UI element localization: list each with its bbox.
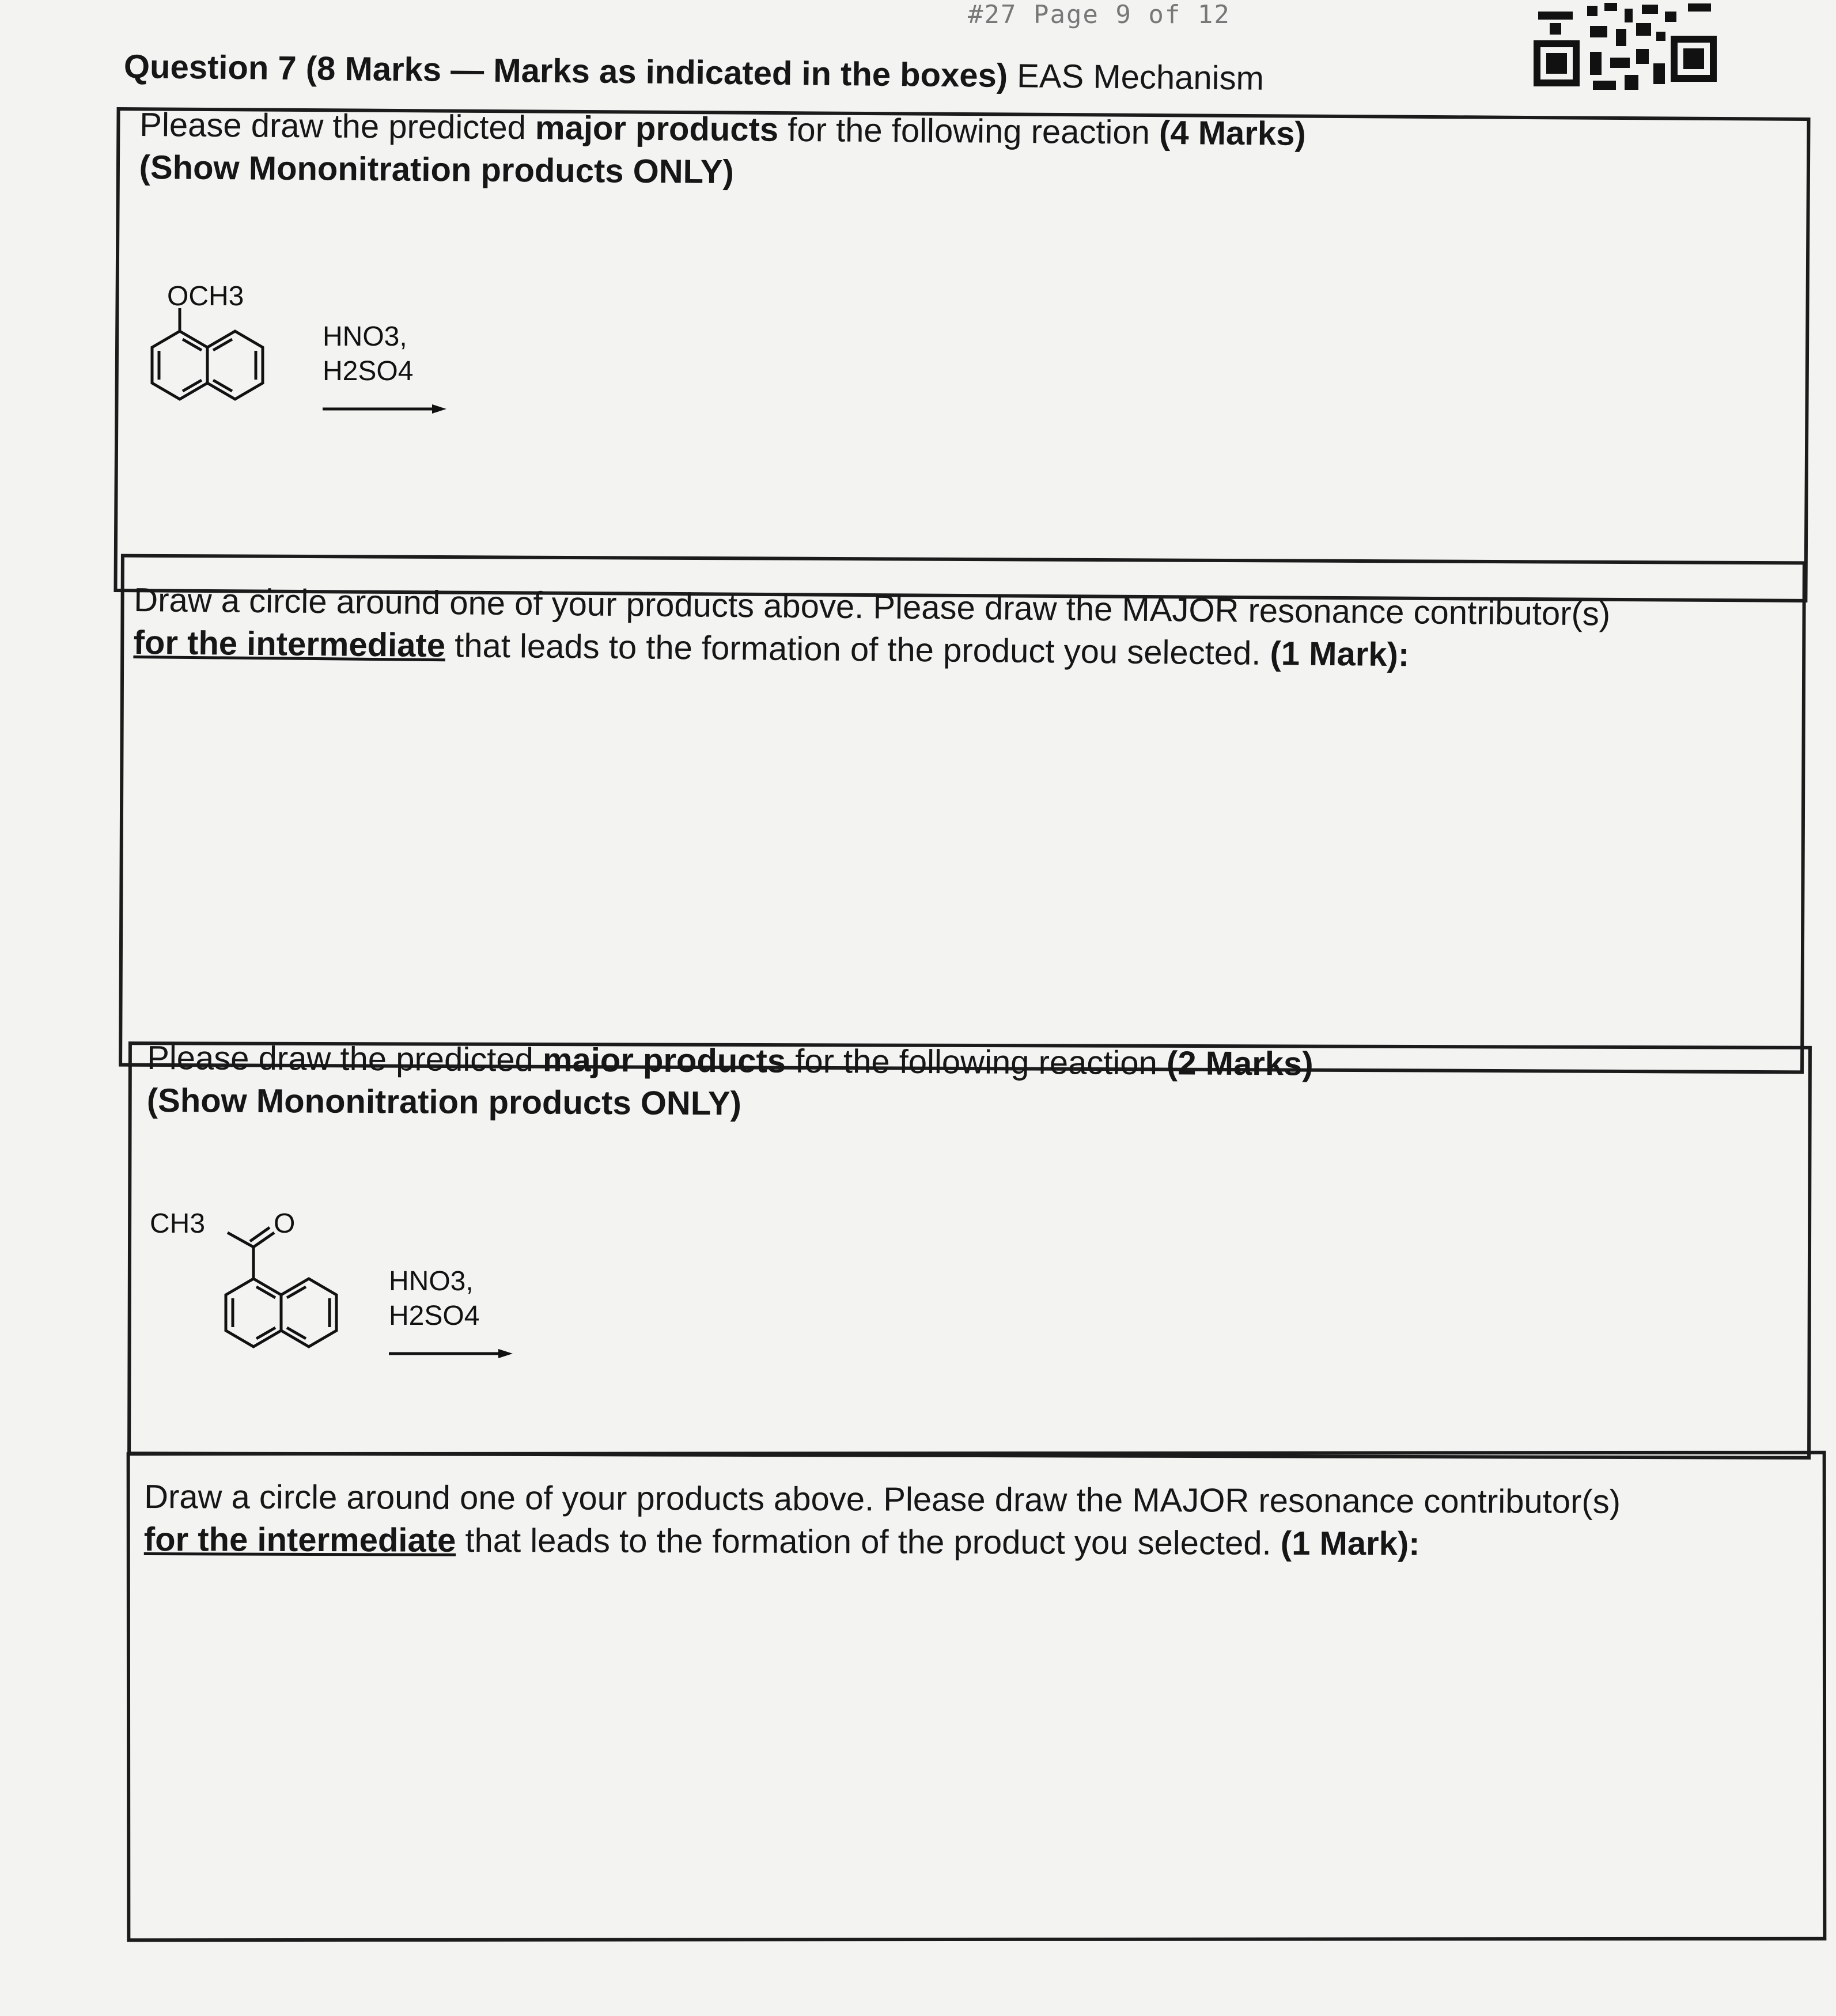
part1-prompt [139, 104, 1306, 198]
part4-line2 [144, 1518, 1621, 1566]
part2-marks: (1 Mark): [1270, 634, 1410, 674]
part4-prompt [144, 1476, 1621, 1566]
part1-line2-text: (Show Mononitration products ONLY) [139, 148, 735, 191]
part4-underlined: for the intermediate [143, 1521, 456, 1559]
part3-line1-mid: for the following reaction [785, 1042, 1167, 1082]
part2-line1: Draw a circle around one of your products above. Please draw the MAJOR resonance contributor(s) [134, 581, 1611, 633]
reaction-arrow-1 [323, 404, 446, 414]
reaction-2-scheme [144, 1187, 547, 1394]
reagent-1-top: HNO3, [323, 321, 407, 352]
part2-prompt [133, 579, 1610, 679]
carbonyl-oxygen-label: O [274, 1208, 296, 1239]
part2-underlined: for the intermediate [133, 623, 446, 665]
question-title [124, 47, 1265, 98]
part3-line1 [147, 1037, 1313, 1086]
page-number: #27 Page 9 of 12 [968, 0, 1231, 29]
naphthalene-ring-2 [226, 1227, 336, 1347]
part4-marks: (1 Mark): [1280, 1524, 1420, 1563]
part4-line1: Draw a circle around one of your products above. Please draw the MAJOR resonance contributor(s) [144, 1478, 1621, 1521]
part1-line1-pre: Please draw the predicted [139, 106, 536, 147]
part1-marks: (4 Marks) [1159, 113, 1306, 153]
reagent-1-bottom: H2SO4 [323, 356, 414, 386]
reaction-arrow-2 [389, 1349, 513, 1358]
part4-line2-rest: that leads to the formation of the product you selected. [456, 1521, 1281, 1562]
part3-line1-bold: major products [542, 1041, 786, 1080]
part3-line2-text: (Show Mononitration products ONLY) [146, 1082, 742, 1123]
reaction-1-scheme [127, 271, 472, 455]
part3-marks: (2 Marks) [1166, 1044, 1313, 1083]
part2-line2-rest: that leads to the formation of the product you selected. [445, 627, 1270, 672]
reagent-2-bottom: H2SO4 [389, 1301, 480, 1331]
methoxy-label: OCH3 [167, 281, 244, 312]
part3-line1-pre: Please draw the predicted [147, 1039, 543, 1079]
question-title-topic: EAS Mechanism [1007, 57, 1265, 97]
methyl-label: CH3 [150, 1208, 206, 1239]
qr-code-icon [1532, 0, 1728, 101]
part1-line1-bold: major products [535, 109, 779, 149]
part3-prompt [147, 1037, 1313, 1128]
naphthalene-ring-1 [152, 308, 263, 399]
part1-line1-mid: for the following reaction [778, 111, 1160, 151]
question-title-bold: Question 7 (8 Marks — Marks as indicated in the boxes) [123, 48, 1008, 95]
part3-line2 [147, 1079, 1313, 1128]
reagent-2-top: HNO3, [389, 1266, 474, 1297]
